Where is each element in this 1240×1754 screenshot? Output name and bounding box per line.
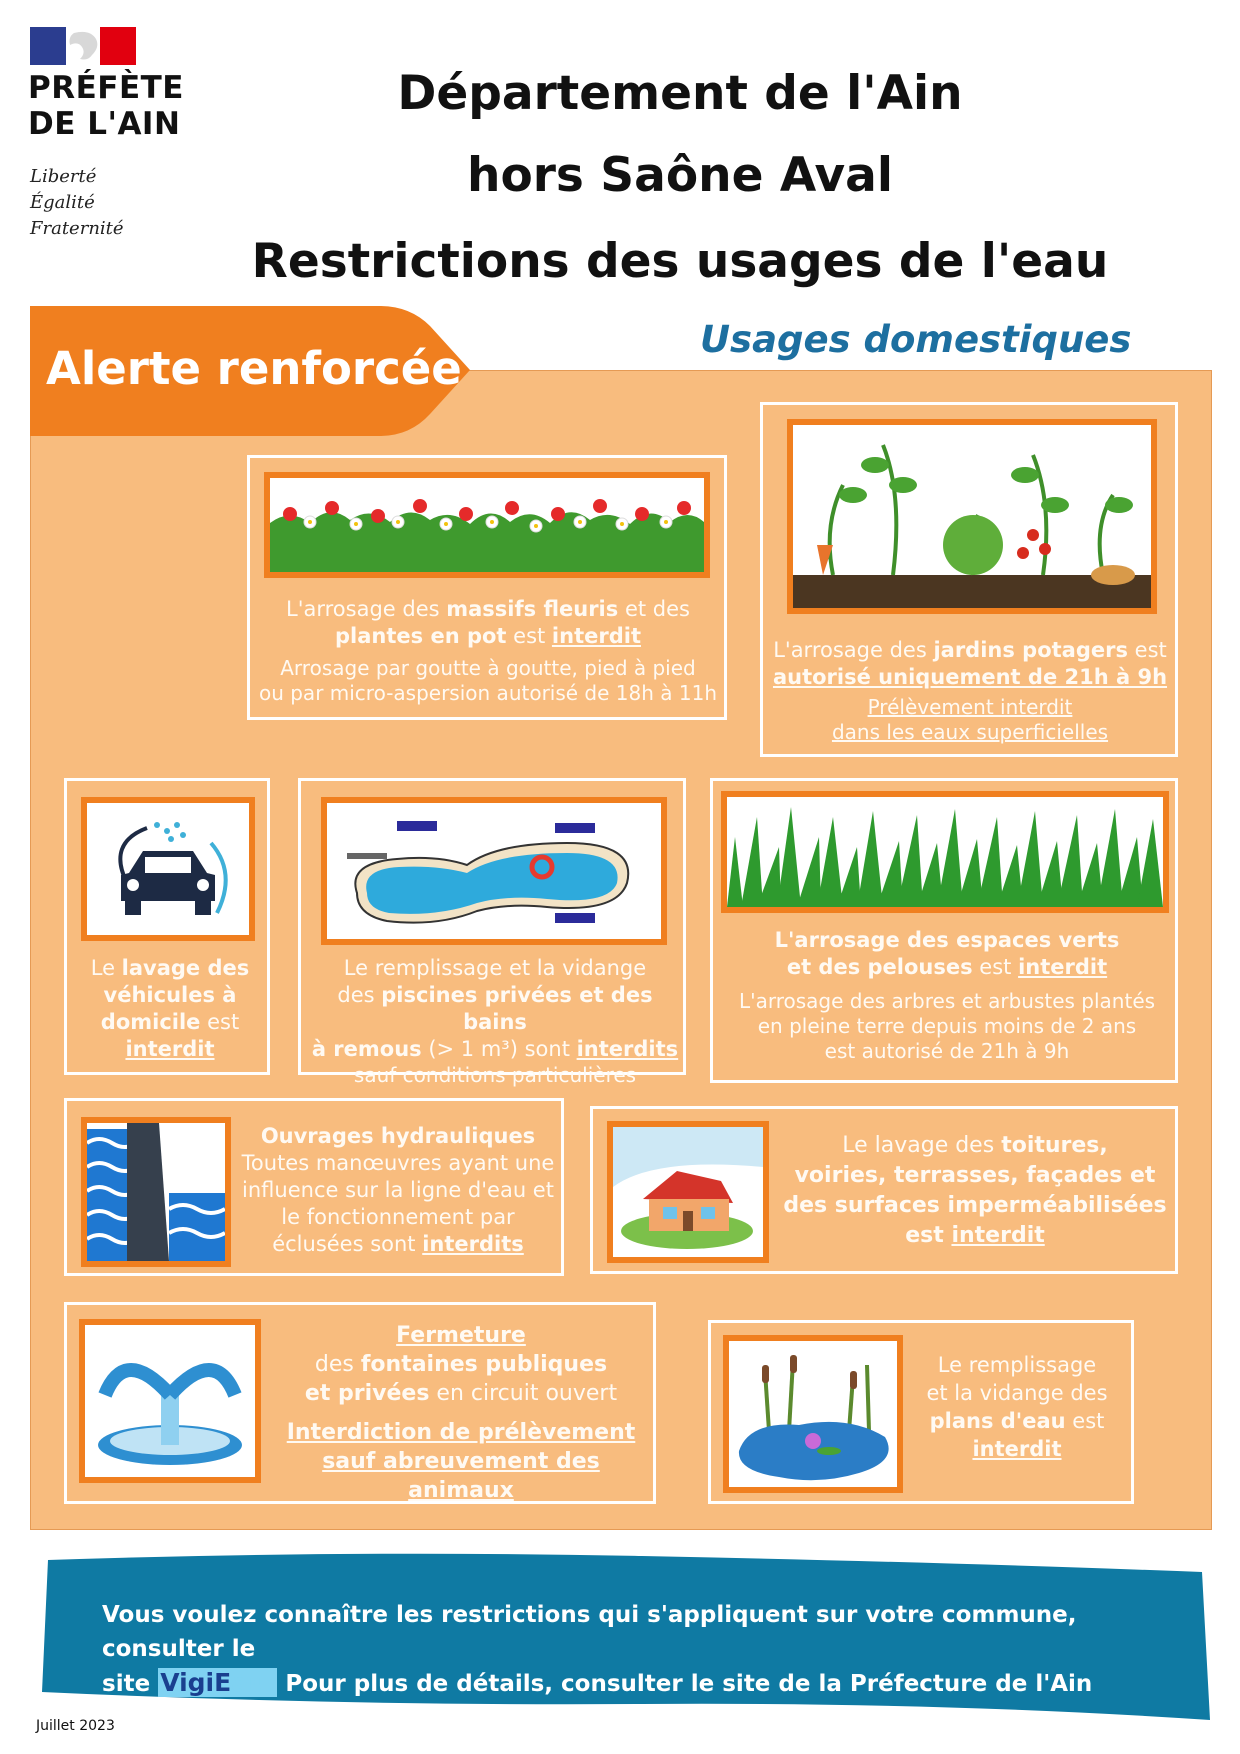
- flower-beds-text: L'arrosage des massifs fleuris et des plantes en pot est interdit Arrosage par goutte à goutte, pied à pied ou par micro-aspersion autorisé de 18h à 11h: [258, 597, 718, 705]
- card-hydraulic-works: [64, 1098, 564, 1276]
- republic-motto: [30, 164, 124, 242]
- swimming-pools-text: Le remplissage et la vidange des piscines privées et des bains à remous (> 1 m³) sont interdits sauf conditions particulières: [311, 956, 679, 1087]
- prefecture-url-link[interactable]: http://www.ain.gouv.fr: [102, 1705, 395, 1731]
- fountains-text: Fermeture des fontaines publiques et privées en circuit ouvert Interdiction de prélèvement sauf abreuvement des animaux: [286, 1323, 636, 1503]
- section-subtitle: Usages domestiques: [700, 318, 1132, 361]
- card-lawns: [710, 778, 1178, 1083]
- publication-date: Juillet 2023: [36, 1718, 115, 1734]
- marianne-logo: [30, 27, 136, 65]
- lawns-text: L'arrosage des espaces verts et des pelouses est interdit L'arrosage des arbres et arbustes plantés en pleine terre depuis moins de 2 ans est autorisé de 21h à 9h: [738, 928, 1156, 1063]
- banner-line1: Vous voulez connaître les restrictions qui s'appliquent sur votre commune, consulter le: [102, 1602, 1077, 1662]
- logo-line2: DE L'AIN: [28, 106, 181, 142]
- vegetable-gardens-text: L'arrosage des jardins potagers est autorisé uniquement de 21h à 9h Prélèvement interdit dans les eaux superficielles: [772, 638, 1168, 744]
- grass-icon: [721, 791, 1169, 913]
- title-line3: Restrictions des usages de l'eau: [251, 234, 1109, 289]
- pond-icon: [723, 1335, 903, 1493]
- hydraulic-works-text: Ouvrages hydrauliques Toutes manœuvres ayant une influence sur la ligne d'eau et le fonctionnement par éclusées sont interdits: [241, 1124, 555, 1256]
- card-swimming-pools: [298, 778, 686, 1087]
- ponds-text: Le remplissage et la vidange des plans d'eau est interdit: [926, 1353, 1108, 1461]
- info-banner-text: [102, 1598, 1182, 1735]
- motto-egalite: Égalité: [30, 192, 95, 213]
- fountain-icon: [79, 1319, 261, 1483]
- vegetable-garden-icon: [787, 419, 1157, 614]
- card-fountains: [64, 1302, 656, 1504]
- card-roof-washing: [590, 1106, 1178, 1274]
- banner-line2: site VigiEau. Pour plus de détails, consulter le site de la Préfecture de l'Ain: [102, 1668, 1093, 1697]
- title-line1: Département de l'Ain: [397, 66, 963, 121]
- swimming-pool-icon: [321, 797, 667, 945]
- title-line2: hors Saône Aval: [467, 148, 893, 203]
- dam-icon: [81, 1117, 231, 1267]
- vehicle-washing-text: Le lavage des véhicules à domicile est interdit: [90, 956, 250, 1061]
- vigieau-link[interactable]: VigiEau.: [160, 1668, 276, 1697]
- card-ponds: [708, 1320, 1134, 1504]
- card-vegetable-gardens: [760, 402, 1178, 757]
- house-icon: [607, 1121, 769, 1263]
- alert-level-label: Alerte renforcée: [46, 342, 462, 395]
- logo-line1: PRÉFÈTE: [28, 70, 184, 106]
- flower-bed-icon: [264, 472, 710, 578]
- card-flower-beds: [247, 455, 727, 720]
- card-vehicle-washing: [64, 778, 270, 1075]
- motto-fraternite: Fraternité: [30, 218, 124, 239]
- motto-liberte: Liberté: [30, 166, 97, 187]
- roof-washing-text: Le lavage des toitures, voiries, terrasses, façades et des surfaces imperméabilisées est interdit: [783, 1133, 1167, 1248]
- prefecture-logo-text: [28, 70, 184, 142]
- car-wash-icon: [81, 797, 255, 941]
